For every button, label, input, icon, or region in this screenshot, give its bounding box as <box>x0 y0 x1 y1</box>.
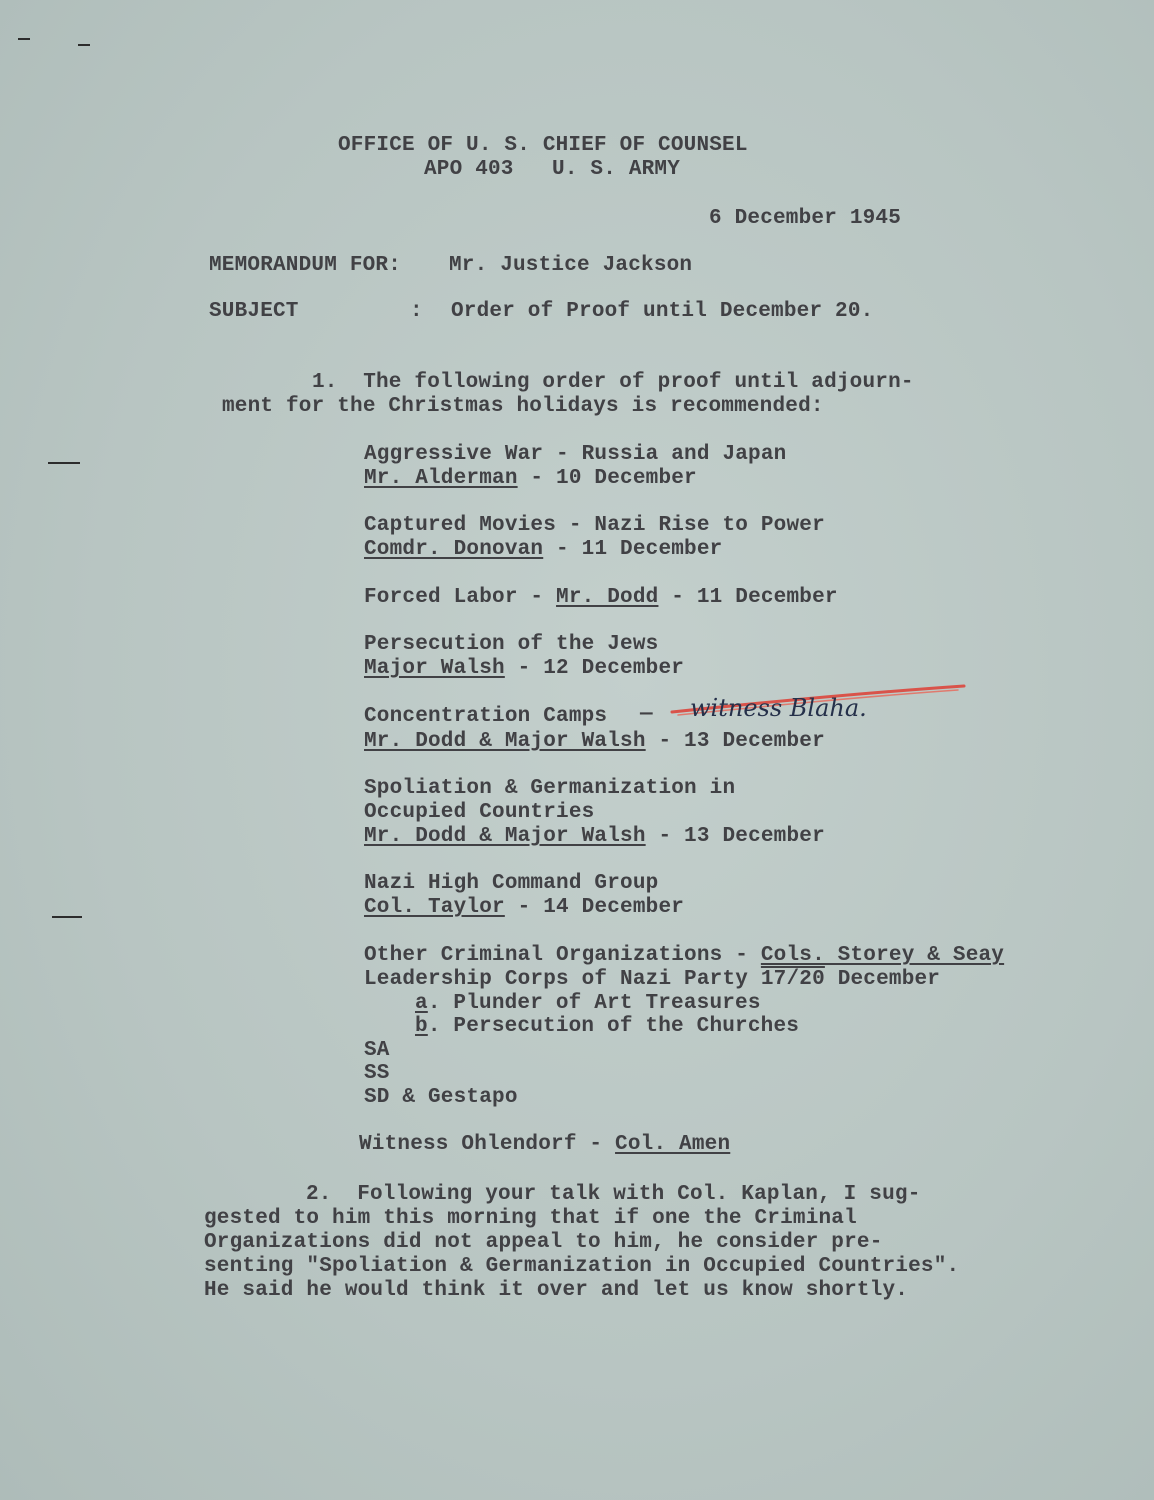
item3-date: - 11 December <box>658 586 838 609</box>
para2-line1: 2. Following your talk with Col. Kaplan, I sug- <box>306 1183 921 1206</box>
item-sa: SA <box>364 1039 390 1062</box>
item8-line2 <box>364 968 940 992</box>
item1-date: - 10 December <box>517 467 697 490</box>
item5-line <box>364 730 825 754</box>
item7-date: - 14 December <box>504 896 685 919</box>
para2-line3: Organizations did not appeal to him, he consider pre- <box>204 1231 883 1254</box>
item5-date: - 13 December <box>645 730 825 753</box>
para2-line5: He said he would think it over and let us know shortly. <box>204 1279 909 1302</box>
item3-title: Forced Labor - <box>364 586 557 609</box>
item8-title: Other Criminal Organizations - <box>364 944 761 967</box>
item8-december: December <box>824 968 941 991</box>
item6-date: - 13 December <box>645 825 825 848</box>
item4-counsel: Major Walsh <box>364 657 505 680</box>
item1-title: Aggressive War - Russia and Japan <box>364 443 787 466</box>
item5-counsel: Mr. Dodd & Major Walsh <box>364 730 646 753</box>
item8-sub-b <box>415 1015 799 1039</box>
item1-line <box>364 467 697 491</box>
subject-label: SUBJECT <box>209 300 299 323</box>
item8-leadership: Leadership Corps of Nazi Party <box>364 968 761 991</box>
item6-line <box>364 825 825 849</box>
item4-line <box>364 657 684 681</box>
memo-for-value: Mr. Justice Jackson <box>449 254 693 277</box>
item7-title: Nazi High Command Group <box>364 872 659 895</box>
margin-mark <box>52 916 82 918</box>
item8-line1 <box>364 944 1004 968</box>
item1-counsel: Mr. Alderman <box>364 467 518 490</box>
subject-value: Order of Proof until December 20. <box>451 300 874 323</box>
margin-mark <box>78 44 90 46</box>
office-line-2: APO 403 U. S. ARMY <box>424 158 681 181</box>
item7-counsel: Col. Taylor <box>364 896 505 919</box>
item2-line <box>364 538 722 562</box>
para1-line2: ment for the Christmas holidays is recommended: <box>222 395 824 418</box>
memo-for-label: MEMORANDUM FOR: <box>209 254 402 277</box>
handwritten-note: witness Blaha. <box>690 694 867 722</box>
item8-date: 17/20 <box>760 968 825 991</box>
para2-line2: gested to him this morning that if one the Criminal <box>204 1207 857 1230</box>
item9-line <box>359 1133 730 1157</box>
item5-title: Concentration Camps <box>364 705 608 728</box>
item6-counsel: Mr. Dodd & Major Walsh <box>364 825 646 848</box>
item-sd: SD & Gestapo <box>364 1086 518 1109</box>
item4-date: - 12 December <box>504 657 685 680</box>
office-line-1: OFFICE OF U. S. CHIEF OF COUNSEL <box>338 134 748 157</box>
item3-counsel: Mr. Dodd <box>556 586 659 609</box>
item8-sub-a <box>415 992 761 1016</box>
item7-line <box>364 896 684 920</box>
item-ss: SS <box>364 1062 390 1085</box>
item5-dash: — <box>640 703 653 726</box>
item8-sub-a-text: . Plunder of Art Treasures <box>427 992 761 1015</box>
item4-title: Persecution of the Jews <box>364 633 659 656</box>
item2-title: Captured Movies - Nazi Rise to Power <box>364 514 825 537</box>
item8-sub-a-letter: a <box>415 992 428 1015</box>
item8-counsel: Cols. Storey & Seay <box>760 944 1005 967</box>
margin-mark <box>18 38 30 40</box>
item8-sub-b-letter: b <box>415 1015 428 1038</box>
item2-counsel: Comdr. Donovan <box>364 538 544 561</box>
item6-title1: Spoliation & Germanization in <box>364 777 736 800</box>
item3-line <box>364 586 838 610</box>
item9-title: Witness Ohlendorf - <box>359 1133 616 1156</box>
para2-line4: senting "Spoliation & Germanization in Occupied Countries". <box>204 1255 960 1278</box>
item8-sub-b-text: . Persecution of the Churches <box>427 1015 800 1038</box>
margin-mark <box>48 462 80 464</box>
item9-counsel: Col. Amen <box>615 1133 731 1156</box>
para1-line1: 1. The following order of proof until adjourn- <box>312 371 914 394</box>
memo-date: 6 December 1945 <box>709 207 902 230</box>
item2-date: - 11 December <box>543 538 723 561</box>
subject-colon: : <box>410 300 423 323</box>
item6-title2: Occupied Countries <box>364 801 595 824</box>
